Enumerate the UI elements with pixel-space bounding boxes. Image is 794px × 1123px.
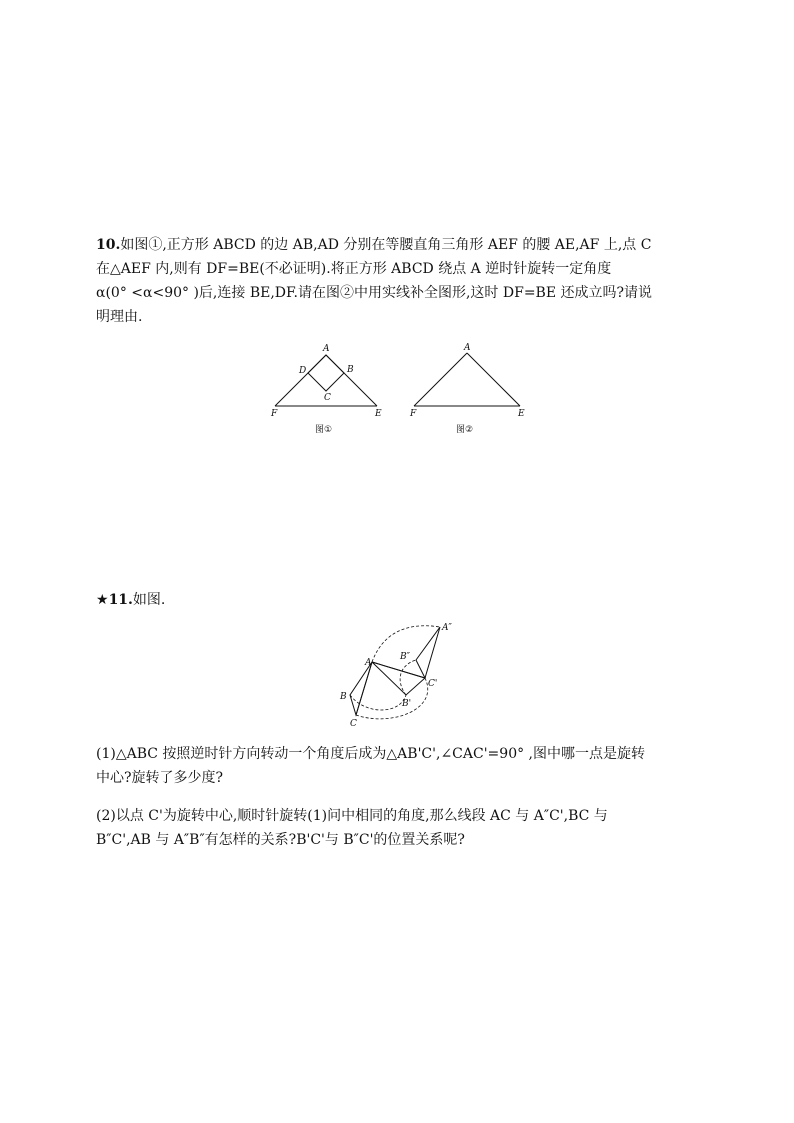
triangle-a2b2c1 (416, 627, 440, 678)
question-11-part-1-line-1: (1)△ABC 按照逆时针方向转动一个角度后成为△AB'C',∠CAC'=90° ,图中哪一点是旋转 (96, 746, 645, 762)
figure-11-label-c1: C' (428, 679, 438, 689)
figure-11-label-c: C (350, 719, 357, 729)
figure-11-label-b1: B' (402, 699, 412, 709)
figure-1-label-a: A (323, 344, 330, 354)
figure-11 (330, 615, 470, 735)
question-11-part-2-line-1: (2)以点 C'为旋转中心,顺时针旋转(1)问中相同的角度,那么线段 AC 与 A″C',BC 与 (96, 808, 608, 824)
figure-2-label-f: F (410, 409, 417, 419)
question-10-line-3: α(0° <α<90° )后,连接 BE,DF.请在图②中用实线补全图形,这时 DF=BE 还成立吗?请说 (96, 285, 653, 301)
figure-1-label-f: F (271, 409, 278, 419)
question-11-heading (96, 588, 706, 612)
figure-11-label-a: A (365, 658, 372, 668)
triangle-abc (350, 662, 372, 715)
question-11-intro: 如图. (132, 592, 166, 608)
figure-1-label-e: E (375, 409, 382, 419)
question-11-part-2-line-2: B″C',AB 与 A″B″有怎样的关系?B'C'与 B″C'的位置关系呢? (96, 832, 465, 848)
figure-2-caption: 图② (456, 425, 474, 435)
figure-2-label-e: E (518, 409, 525, 419)
arc-c-to-c1 (356, 678, 428, 719)
figure-11-label-b2: B″ (400, 652, 410, 662)
question-11-number: 11. (108, 592, 133, 608)
figure-1-square-abcd (308, 355, 344, 391)
question-10-number: 10. (96, 237, 121, 253)
figure-11-label-a2: A″ (442, 623, 452, 633)
question-10-line-2: 在△AEF 内,则有 DF=BE(不必证明).将正方形 ABCD 绕点 A 逆时针旋转一定角度 (96, 261, 612, 277)
figure-1-label-b: B (347, 365, 354, 375)
figure-11-label-b: B (340, 692, 347, 702)
question-10-text (96, 233, 706, 329)
arc-b1-to-b2 (400, 660, 416, 695)
question-10-line-1: 10.如图①,正方形 ABCD 的边 AB,AD 分别在等腰直角三角形 AEF 的腰 AE,AF 上,点 C (96, 237, 652, 253)
figure-2-label-a: A (464, 343, 471, 353)
question-11-part-1-line-2: 中心?旋转了多少度? (96, 770, 224, 786)
segment-ac (356, 662, 372, 715)
figure-1-label-c: C (324, 393, 331, 403)
star-icon: ★ (96, 592, 109, 608)
question-11-part-2 (96, 804, 706, 852)
figure-2-line-af (414, 353, 467, 406)
figure-1-caption: 图① (315, 425, 333, 435)
figure-1-label-d: D (299, 366, 307, 376)
question-10-line-4: 明理由. (96, 309, 143, 325)
triangle-ab1c1 (372, 662, 425, 695)
figure-1 (262, 340, 392, 440)
question-11-part-1 (96, 742, 706, 790)
figure-2 (400, 340, 535, 440)
figure-2-line-ae (467, 353, 520, 406)
